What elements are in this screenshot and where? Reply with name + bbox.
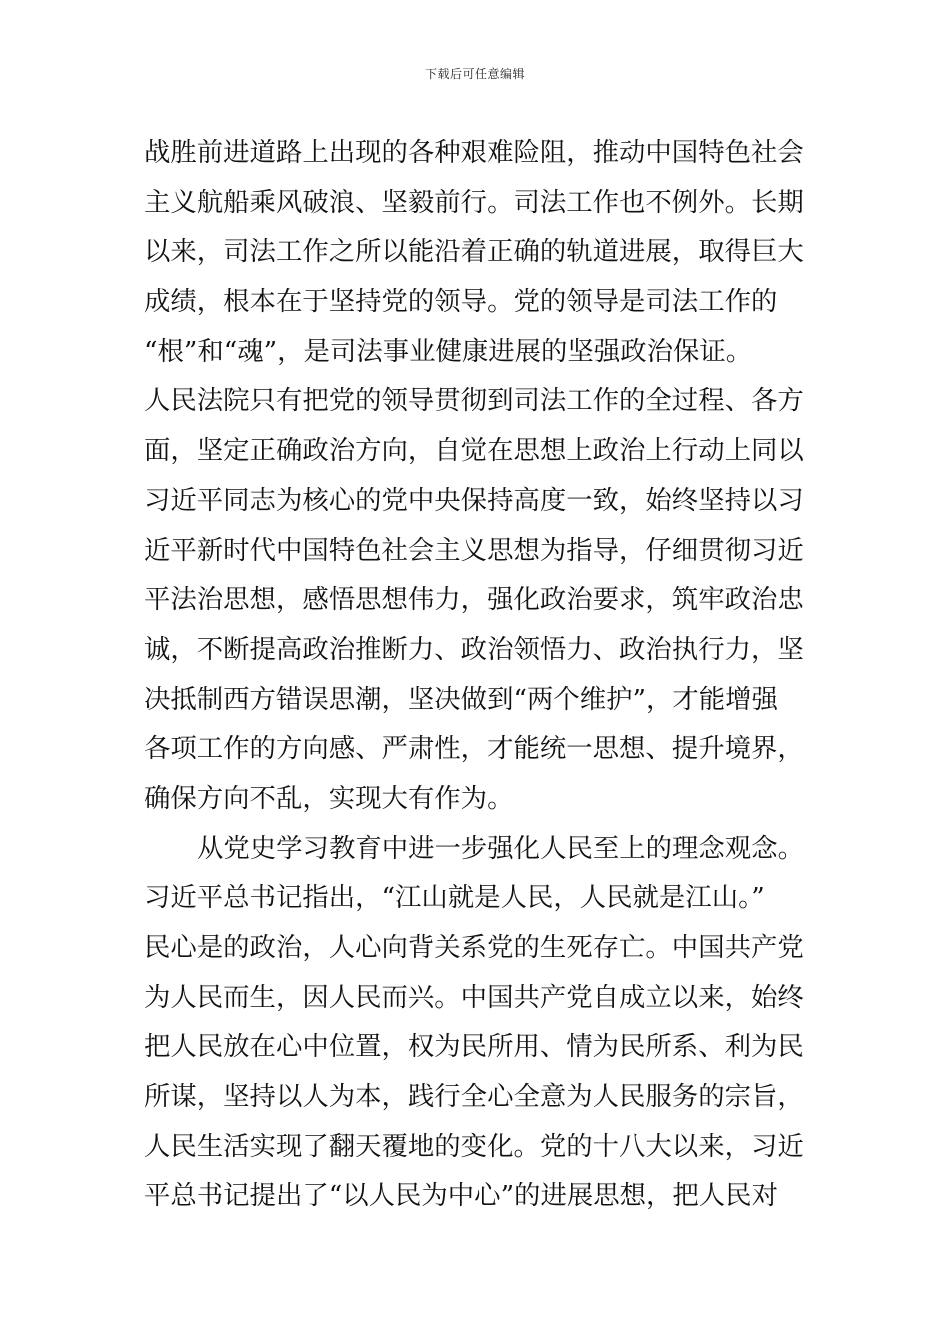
text-line: 所谋，坚持以人为本，践行全心全意为人民服务的宗旨， [144,1081,804,1113]
text-line: 民心是的政治，人心向背关系党的生死存亡。中国共产党 [144,932,804,963]
text-line: 平法治思想，感悟思想伟力，强化政治要求，筑牢政治忠 [144,584,804,616]
paragraph-start-line: 从党史学习教育中进一步强化人民至上的理念观念。 [197,832,804,864]
text-line: 为人民而生，因人民而兴。中国共产党自成立以来，始终 [144,981,804,1013]
text-line: 习近平同志为核心的党中央保持高度一致，始终坚持以习 [144,484,804,516]
header-note: 下载后可任意编辑 [424,67,525,81]
text-line: 确保方向不乱，实现大有作为。 [144,782,514,814]
text-line: 成绩，根本在于坚持党的领导。党的领导是司法工作的 [144,286,778,318]
text-line: 主义航船乘风破浪、坚毅前行。司法工作也不例外。长期 [144,186,804,218]
text-line: 诚，不断提高政治推断力、政治领悟力、政治执行力，坚 [144,633,804,665]
text-line: 决抵制西方错误思潮，坚决做到“两个维护”，才能增强 [144,683,778,715]
text-line: “根”和“魂”，是司法事业健康进展的坚强政治保证。 [144,335,753,367]
text-line: 各项工作的方向感、严肃性，才能统一思想、提升境界， [144,733,804,765]
text-line: 把人民放在心中位置，权为民所用、情为民所系、利为民 [144,1031,804,1063]
body-text [144,128,814,1221]
text-line: 以来，司法工作之所以能沿着正确的轨道进展，取得巨大 [144,236,804,268]
text-line: 人民生活实现了翻天覆地的变化。党的十八大以来，习近 [144,1130,804,1162]
text-line: 平总书记提出了“以人民为中心”的进展思想，把人民对 [144,1180,778,1212]
text-line: 战胜前进道路上出现的各种艰难险阻，推动中国特色社会 [144,137,804,168]
text-line: 近平新时代中国特色社会主义思想为指导，仔细贯彻习近 [144,534,804,566]
text-line: 面，坚定正确政治方向，自觉在思想上政治上行动上同以 [144,435,804,467]
text-line: 人民法院只有把党的领导贯彻到司法工作的全过程、各方 [144,385,804,417]
text-line: 习近平总书记指出，“江山就是人民，人民就是江山。” [144,882,765,914]
